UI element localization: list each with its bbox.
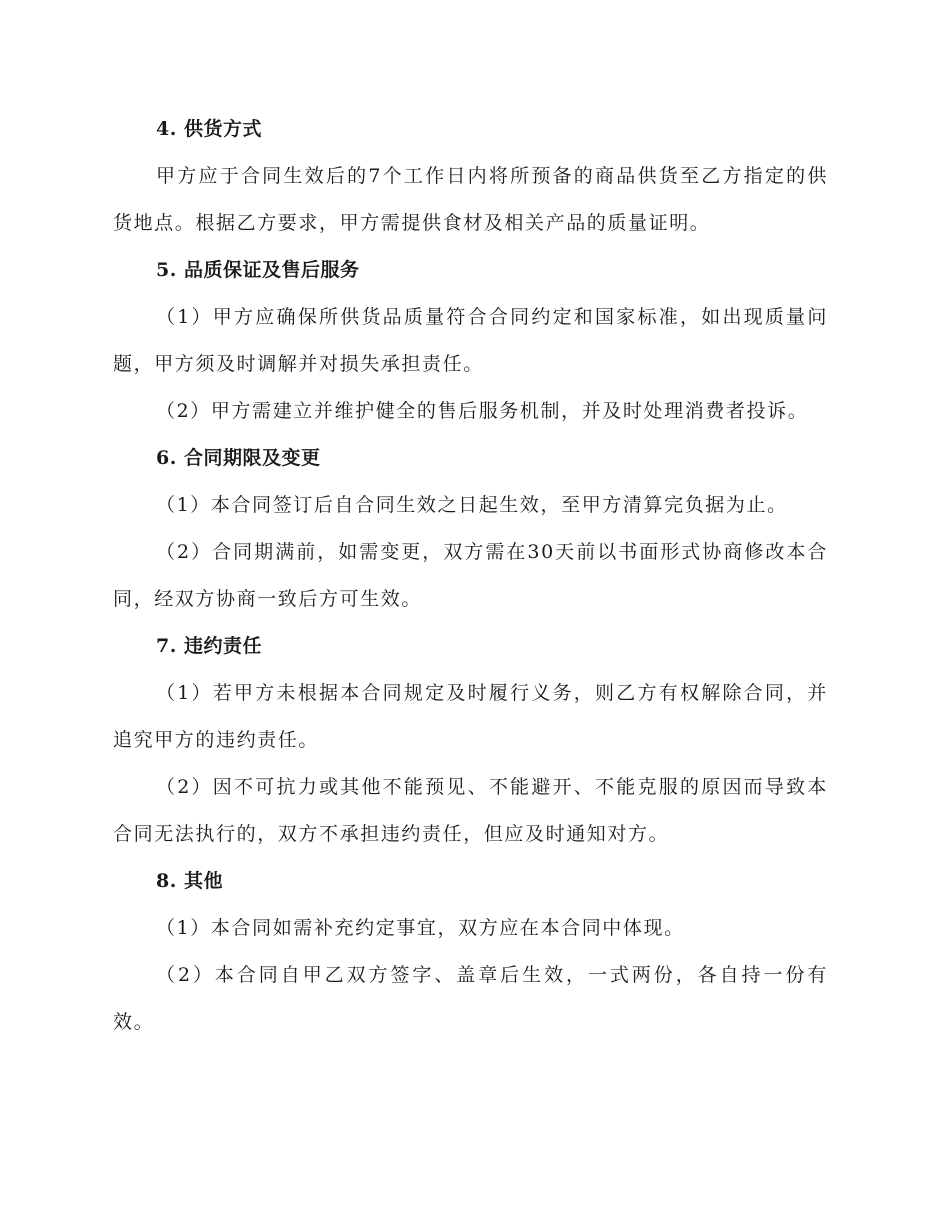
section-6	[113, 435, 828, 623]
section-heading: 5. 品质保证及售后服务	[156, 259, 360, 281]
paragraph: （1）甲方应确保所供货品质量符合合同约定和国家标准，如出现质量问题，甲方须及时调解并对损失承担责任。	[113, 306, 828, 375]
section-heading: 6. 合同期限及变更	[156, 447, 321, 469]
section-5	[113, 247, 828, 435]
paragraph: （1）若甲方未根据本合同规定及时履行义务，则乙方有权解除合同，并追究甲方的违约责任。	[113, 682, 828, 751]
paragraph: （2）因不可抗力或其他不能预见、不能避开、不能克服的原因而导致本合同无法执行的，双方不承担违约责任，但应及时通知对方。	[113, 776, 828, 845]
paragraph: （2）合同期满前，如需变更，双方需在30天前以书面形式协商修改本合同，经双方协商一致后方可生效。	[113, 541, 828, 610]
section-heading: 4. 供货方式	[156, 118, 262, 140]
paragraph: （2）甲方需建立并维护健全的售后服务机制，并及时处理消费者投诉。	[156, 400, 809, 422]
contract-page	[113, 106, 828, 1046]
section-heading: 7. 违约责任	[156, 635, 262, 657]
section-7	[113, 623, 828, 858]
paragraph: （1）本合同如需补充约定事宜，双方应在本合同中体现。	[156, 917, 685, 939]
section-heading: 8. 其他	[156, 870, 223, 892]
paragraph: （2）本合同自甲乙双方签字、盖章后生效，一式两份，各自持一份有效。	[113, 964, 828, 1033]
paragraph: 甲方应于合同生效后的7个工作日内将所预备的商品供货至乙方指定的供货地点。根据乙方要求，甲方需提供食材及相关产品的质量证明。	[113, 165, 828, 234]
section-8	[113, 858, 828, 1046]
paragraph: （1）本合同签订后自合同生效之日起生效，至甲方清算完负据为止。	[156, 494, 788, 516]
section-4	[113, 106, 828, 247]
